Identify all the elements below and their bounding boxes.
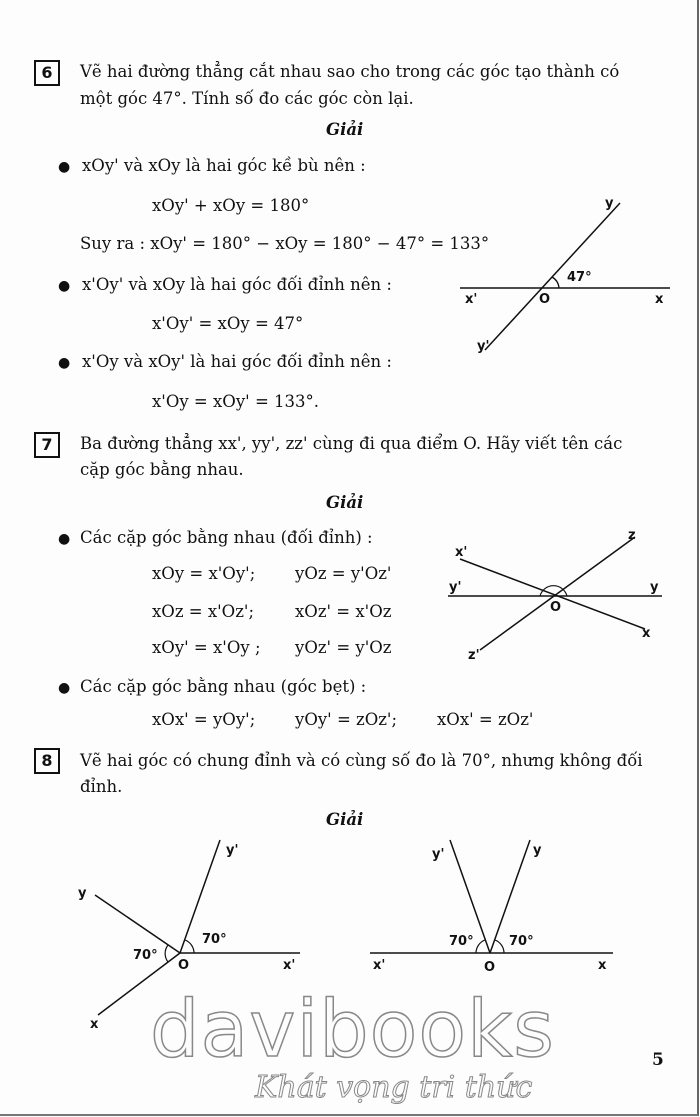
label-angle-47: 47°: [567, 270, 592, 285]
label-z-prime: z': [468, 648, 480, 663]
label-x: x: [90, 1017, 99, 1032]
label-y-prime: y': [477, 339, 490, 354]
label-y: y: [650, 580, 659, 595]
ex7-flat2: yOy' = zOz';: [295, 710, 398, 729]
ex6-eq4: x'Oy = xOy' = 133°.: [152, 392, 319, 411]
page-number: 5: [652, 1050, 664, 1070]
label-o: O: [539, 292, 551, 307]
angle-arc: [185, 940, 194, 953]
label-z: z: [628, 528, 636, 543]
ex7-row3-col1: xOy' = x'Oy ;: [152, 638, 261, 657]
ex6-bullet1: xOy' và xOy là hai góc kề bù nên :: [82, 156, 366, 175]
bullet-dot: ●: [58, 531, 71, 547]
ex6-bullet2: x'Oy' và xOy là hai góc đối đỉnh nên :: [82, 275, 392, 294]
bullet-dot: ●: [58, 278, 71, 294]
label-y-prime: y': [226, 843, 239, 858]
ex7-row1-col1: xOy = x'Oy';: [152, 564, 256, 583]
label-angle-70: 70°: [449, 934, 474, 949]
label-x-prime: x': [283, 958, 296, 973]
angle-arc: [552, 277, 559, 288]
ex7-prompt-line1: Ba đường thẳng xx', yy', zz' cùng đi qua điểm O. Hãy viết tên các: [80, 434, 623, 453]
bullet-dot: ●: [58, 680, 71, 696]
angle-arc: [165, 945, 168, 962]
label-x-prime: x': [373, 958, 386, 973]
ex7-flat3: xOx' = zOz': [437, 710, 534, 729]
ex7-prompt-line2: cặp góc bằng nhau.: [80, 460, 244, 479]
ex7-row2-col2: xOz' = x'Oz: [295, 602, 392, 621]
ex6-eq3: x'Oy' = xOy = 47°: [152, 314, 304, 333]
ex7-figure: [440, 525, 680, 670]
watermark-slogan: Khát vọng tri thức: [255, 1070, 533, 1105]
ex8-prompt-line2: đỉnh.: [80, 777, 123, 796]
angle-arc: [495, 940, 504, 953]
ex8-solution-heading: Giải: [326, 810, 364, 829]
ex6-prompt-line1: Vẽ hai đường thẳng cắt nhau sao cho trong các góc tạo thành có: [80, 62, 620, 81]
label-x: x: [598, 958, 607, 973]
label-y: y: [533, 843, 542, 858]
bullet-dot: ●: [58, 159, 71, 175]
line-yy: [485, 203, 620, 350]
ex7-flat1: xOx' = yOy';: [152, 710, 256, 729]
angle-arc: [476, 940, 485, 953]
label-angle-70: 70°: [509, 934, 534, 949]
ex7-bullet2: Các cặp góc bằng nhau (góc bẹt) :: [80, 677, 367, 696]
exercise-8-number: 8: [34, 748, 60, 774]
label-y: y: [605, 196, 614, 211]
ray-oy: [95, 895, 180, 953]
ex7-solution-heading: Giải: [326, 493, 364, 512]
label-o: O: [550, 600, 562, 615]
ex8-figure-b: [365, 835, 625, 985]
line-zz: [480, 537, 635, 650]
ex6-figure: [455, 195, 685, 360]
ex6-eq1: xOy' + xOy = 180°: [152, 196, 310, 215]
label-x: x: [655, 292, 664, 307]
ex6-prompt-line2: một góc 47°. Tính số đo các góc còn lại.: [80, 89, 414, 108]
bullet-dot: ●: [58, 355, 71, 371]
ex7-row3-col2: yOz' = y'Oz: [295, 638, 392, 657]
ex6-eq2: Suy ra : xOy' = 180° − xOy = 180° − 47° = 133°: [80, 234, 490, 253]
ex6-bullet3: x'Oy và xOy' là hai góc đối đỉnh nên :: [82, 352, 392, 371]
label-o: O: [178, 958, 190, 973]
line-xx: [460, 559, 645, 629]
watermark-logo: davibooks: [150, 985, 555, 1075]
label-x-prime: x': [455, 545, 468, 560]
label-angle-70: 70°: [133, 948, 158, 963]
label-x-prime: x': [465, 292, 478, 307]
label-y-prime: y': [432, 847, 445, 862]
label-o: O: [484, 960, 496, 975]
label-y: y: [78, 886, 87, 901]
label-y-prime: y': [449, 580, 462, 595]
ex7-bullet1: Các cặp góc bằng nhau (đối đỉnh) :: [80, 528, 373, 547]
ex7-row1-col2: yOz = y'Oz': [295, 564, 392, 583]
ex8-prompt-line1: Vẽ hai góc có chung đỉnh và có cùng số đo là 70°, nhưng không đối: [80, 751, 643, 770]
exercise-6-number: 6: [34, 60, 60, 86]
ex7-row2-col1: xOz = x'Oz';: [152, 602, 254, 621]
exercise-7-number: 7: [34, 432, 60, 458]
label-x: x: [642, 626, 651, 641]
ex6-solution-heading: Giải: [326, 120, 364, 139]
label-angle-70: 70°: [202, 932, 227, 947]
